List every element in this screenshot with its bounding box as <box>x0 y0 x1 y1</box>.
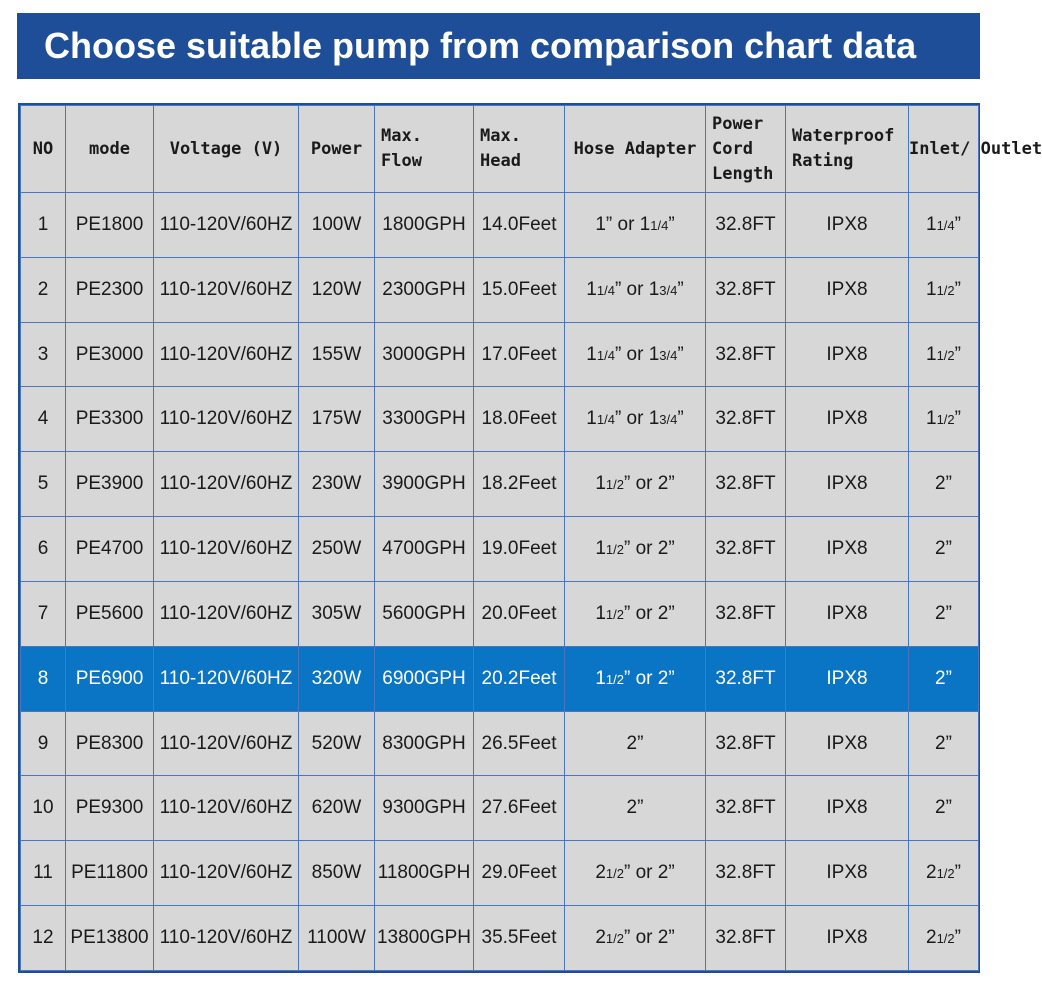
col-header-hose-adapter: Hose Adapter <box>565 106 706 193</box>
header-row <box>21 106 979 193</box>
cell-max-flow: 2300GPH <box>375 257 474 322</box>
cell-inlet-outlet: 2” <box>909 776 979 841</box>
cell-max-flow: 8300GPH <box>375 711 474 776</box>
cell-cord-length: 32.8FT <box>706 322 786 387</box>
cell-hose-adapter: 11/4” or 13/4” <box>565 257 706 322</box>
cell-cord-length: 32.8FT <box>706 193 786 258</box>
cell-no: 6 <box>21 517 66 582</box>
cell-hose-adapter: 2” <box>565 711 706 776</box>
table-row <box>21 906 979 971</box>
cell-cord-length: 32.8FT <box>706 646 786 711</box>
table-row <box>21 776 979 841</box>
table-row <box>21 452 979 517</box>
col-header-inlet-outlet: Inlet/ Outlet <box>909 106 979 193</box>
cell-max-head: 19.0Feet <box>474 517 565 582</box>
cell-power: 230W <box>299 452 375 517</box>
cell-hose-adapter: 11/2” or 2” <box>565 581 706 646</box>
cell-hose-adapter: 1” or 11/4” <box>565 193 706 258</box>
cell-voltage: 110-120V/60HZ <box>154 257 299 322</box>
cell-inlet-outlet: 11/4” <box>909 193 979 258</box>
cell-max-flow: 3000GPH <box>375 322 474 387</box>
cell-max-flow: 6900GPH <box>375 646 474 711</box>
col-header-no: NO <box>21 106 66 193</box>
page-title: Choose suitable pump from comparison chart data <box>17 13 980 79</box>
cell-max-head: 29.0Feet <box>474 841 565 906</box>
cell-max-head: 15.0Feet <box>474 257 565 322</box>
cell-cord-length: 32.8FT <box>706 257 786 322</box>
cell-no: 12 <box>21 906 66 971</box>
cell-mode: PE9300 <box>66 776 154 841</box>
cell-cord-length: 32.8FT <box>706 387 786 452</box>
col-header-power-cord-length: Power Cord Length <box>706 106 786 193</box>
cell-inlet-outlet: 11/2” <box>909 257 979 322</box>
cell-mode: PE6900 <box>66 646 154 711</box>
cell-inlet-outlet: 2” <box>909 452 979 517</box>
cell-no: 2 <box>21 257 66 322</box>
cell-voltage: 110-120V/60HZ <box>154 517 299 582</box>
cell-voltage: 110-120V/60HZ <box>154 776 299 841</box>
cell-voltage: 110-120V/60HZ <box>154 387 299 452</box>
col-header-voltage: Voltage (V) <box>154 106 299 193</box>
cell-power: 100W <box>299 193 375 258</box>
cell-mode: PE1800 <box>66 193 154 258</box>
cell-max-head: 17.0Feet <box>474 322 565 387</box>
cell-hose-adapter: 11/2” or 2” <box>565 452 706 517</box>
cell-no: 1 <box>21 193 66 258</box>
table-row <box>21 257 979 322</box>
cell-mode: PE3900 <box>66 452 154 517</box>
cell-power: 1100W <box>299 906 375 971</box>
cell-hose-adapter: 11/2” or 2” <box>565 517 706 582</box>
cell-cord-length: 32.8FT <box>706 841 786 906</box>
cell-hose-adapter: 2” <box>565 776 706 841</box>
cell-waterproof: IPX8 <box>786 322 909 387</box>
cell-power: 250W <box>299 517 375 582</box>
table-row <box>21 711 979 776</box>
cell-power: 620W <box>299 776 375 841</box>
cell-hose-adapter: 21/2” or 2” <box>565 906 706 971</box>
table-row <box>21 322 979 387</box>
col-header-waterproof-rating: Waterproof Rating <box>786 106 909 193</box>
cell-waterproof: IPX8 <box>786 193 909 258</box>
cell-cord-length: 32.8FT <box>706 452 786 517</box>
table-row <box>21 517 979 582</box>
cell-no: 4 <box>21 387 66 452</box>
cell-inlet-outlet: 11/2” <box>909 387 979 452</box>
cell-power: 175W <box>299 387 375 452</box>
cell-power: 155W <box>299 322 375 387</box>
table-row <box>21 193 979 258</box>
cell-no: 3 <box>21 322 66 387</box>
cell-no: 10 <box>21 776 66 841</box>
pump-comparison-table <box>20 105 1042 971</box>
cell-waterproof: IPX8 <box>786 387 909 452</box>
cell-hose-adapter: 21/2” or 2” <box>565 841 706 906</box>
cell-max-flow: 4700GPH <box>375 517 474 582</box>
col-header-mode: mode <box>66 106 154 193</box>
cell-max-head: 18.0Feet <box>474 387 565 452</box>
cell-inlet-outlet: 2” <box>909 517 979 582</box>
cell-waterproof: IPX8 <box>786 517 909 582</box>
table-row <box>21 387 979 452</box>
cell-waterproof: IPX8 <box>786 711 909 776</box>
cell-max-head: 20.2Feet <box>474 646 565 711</box>
cell-hose-adapter: 11/4” or 13/4” <box>565 387 706 452</box>
cell-inlet-outlet: 21/2” <box>909 906 979 971</box>
cell-mode: PE4700 <box>66 517 154 582</box>
cell-power: 520W <box>299 711 375 776</box>
cell-no: 9 <box>21 711 66 776</box>
cell-no: 8 <box>21 646 66 711</box>
cell-cord-length: 32.8FT <box>706 581 786 646</box>
cell-power: 850W <box>299 841 375 906</box>
cell-waterproof: IPX8 <box>786 776 909 841</box>
cell-voltage: 110-120V/60HZ <box>154 841 299 906</box>
cell-waterproof: IPX8 <box>786 906 909 971</box>
cell-max-flow: 13800GPH <box>375 906 474 971</box>
cell-mode: PE3000 <box>66 322 154 387</box>
col-header-max-flow: Max. Flow <box>375 106 474 193</box>
cell-no: 11 <box>21 841 66 906</box>
cell-max-head: 26.5Feet <box>474 711 565 776</box>
cell-max-flow: 5600GPH <box>375 581 474 646</box>
cell-max-flow: 3300GPH <box>375 387 474 452</box>
cell-inlet-outlet: 21/2” <box>909 841 979 906</box>
cell-mode: PE11800 <box>66 841 154 906</box>
cell-max-head: 20.0Feet <box>474 581 565 646</box>
cell-max-flow: 9300GPH <box>375 776 474 841</box>
cell-max-flow: 11800GPH <box>375 841 474 906</box>
cell-max-head: 27.6Feet <box>474 776 565 841</box>
cell-max-head: 14.0Feet <box>474 193 565 258</box>
cell-mode: PE2300 <box>66 257 154 322</box>
cell-mode: PE5600 <box>66 581 154 646</box>
cell-power: 305W <box>299 581 375 646</box>
table-row <box>21 841 979 906</box>
cell-inlet-outlet: 2” <box>909 581 979 646</box>
cell-max-head: 35.5Feet <box>474 906 565 971</box>
cell-voltage: 110-120V/60HZ <box>154 322 299 387</box>
cell-waterproof: IPX8 <box>786 581 909 646</box>
cell-voltage: 110-120V/60HZ <box>154 193 299 258</box>
cell-no: 5 <box>21 452 66 517</box>
table-body <box>21 193 979 971</box>
cell-power: 320W <box>299 646 375 711</box>
cell-no: 7 <box>21 581 66 646</box>
cell-voltage: 110-120V/60HZ <box>154 711 299 776</box>
cell-cord-length: 32.8FT <box>706 711 786 776</box>
cell-inlet-outlet: 2” <box>909 646 979 711</box>
comparison-table-frame <box>18 103 1042 973</box>
cell-mode: PE13800 <box>66 906 154 971</box>
cell-max-flow: 1800GPH <box>375 193 474 258</box>
table-row <box>21 646 979 711</box>
cell-voltage: 110-120V/60HZ <box>154 906 299 971</box>
col-header-power: Power <box>299 106 375 193</box>
cell-hose-adapter: 11/2” or 2” <box>565 646 706 711</box>
cell-voltage: 110-120V/60HZ <box>154 646 299 711</box>
cell-voltage: 110-120V/60HZ <box>154 452 299 517</box>
cell-mode: PE3300 <box>66 387 154 452</box>
cell-waterproof: IPX8 <box>786 841 909 906</box>
cell-max-head: 18.2Feet <box>474 452 565 517</box>
cell-cord-length: 32.8FT <box>706 906 786 971</box>
cell-cord-length: 32.8FT <box>706 776 786 841</box>
col-header-max-head: Max. Head <box>474 106 565 193</box>
cell-cord-length: 32.8FT <box>706 517 786 582</box>
cell-hose-adapter: 11/4” or 13/4” <box>565 322 706 387</box>
cell-mode: PE8300 <box>66 711 154 776</box>
cell-inlet-outlet: 11/2” <box>909 322 979 387</box>
cell-inlet-outlet: 2” <box>909 711 979 776</box>
cell-max-flow: 3900GPH <box>375 452 474 517</box>
table-row <box>21 581 979 646</box>
cell-power: 120W <box>299 257 375 322</box>
cell-waterproof: IPX8 <box>786 452 909 517</box>
cell-waterproof: IPX8 <box>786 257 909 322</box>
cell-voltage: 110-120V/60HZ <box>154 581 299 646</box>
cell-waterproof: IPX8 <box>786 646 909 711</box>
